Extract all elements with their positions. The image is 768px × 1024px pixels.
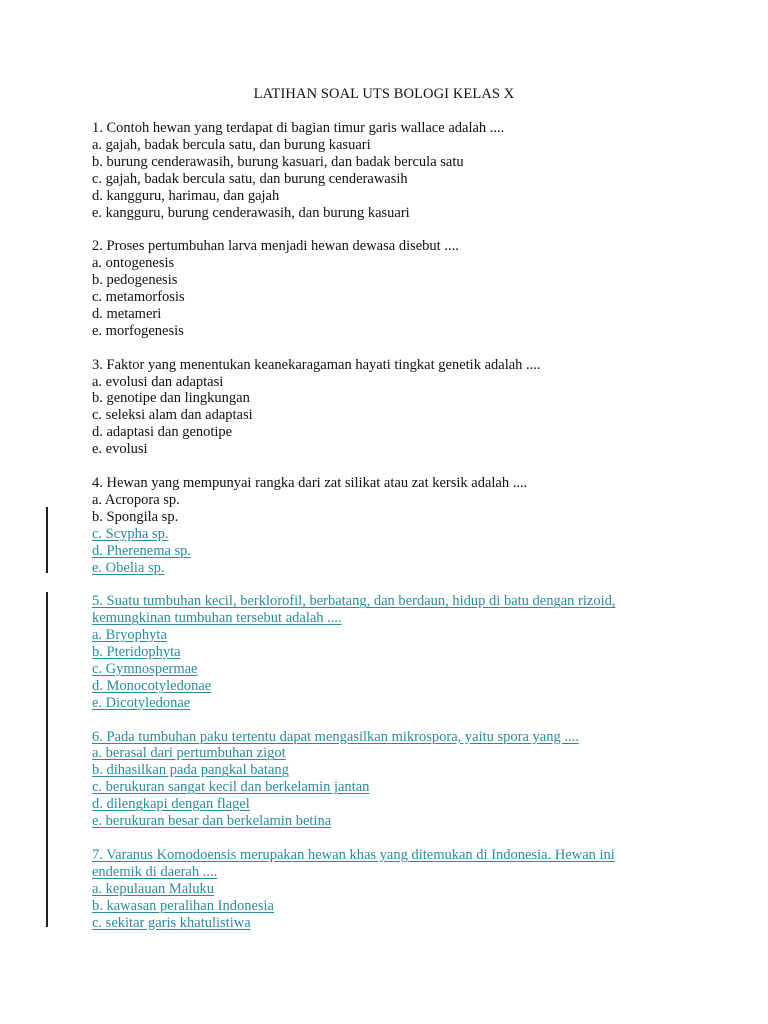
answer-option: e. morfogenesis [92,322,184,339]
question-text[interactable]: 5. Suatu tumbuhan kecil, berklorofil, berbatang, dan berdaun, hidup di batu dengan rizoid, [92,593,616,610]
answer-option[interactable]: b. kawasan peralihan Indonesia [92,897,274,914]
answer-option[interactable]: endemik di daerah .... [92,863,218,880]
revision-bar [46,592,48,927]
question-text[interactable]: 6. Pada tumbuhan paku tertentu dapat mengasilkan mikrospora, yaitu spora yang .... [92,728,579,745]
answer-option: e. evolusi [92,441,148,458]
revision-bar [46,507,48,573]
question-text[interactable]: 7. Varanus Komodoensis merupakan hewan khas yang ditemukan di Indonesia. Hewan ini [92,846,615,863]
answer-option: c. gajah, badak bercula satu, dan burung cenderawasih [92,170,408,187]
answer-option[interactable]: d. Pherenema sp. [92,542,192,559]
answer-option[interactable]: c. berukuran sangat kecil dan berkelamin jantan [92,779,370,796]
answer-option: b. Spongila sp. [92,508,179,525]
answer-option: b. genotipe dan lingkungan [92,390,250,407]
answer-option: b. burung cenderawasih, burung kasuari, dan badak bercula satu [92,153,464,170]
answer-option: d. kangguru, harimau, dan gajah [92,187,280,204]
answer-option[interactable]: e. berukuran besar dan berkelamin betina [92,813,332,830]
question-block [92,238,692,339]
answer-option[interactable]: d. Monocotyledonae [92,677,212,694]
question-block [92,729,692,830]
question-text: 1. Contoh hewan yang terdapat di bagian timur garis wallace adalah .... [92,120,505,136]
question-block [92,357,692,458]
question-text: 4. Hewan yang mempunyai rangka dari zat silikat atau zat kersik adalah .... [92,474,528,491]
answer-option: a. Acropora sp. [92,491,180,508]
answer-option[interactable]: a. Bryophyta [92,627,167,644]
answer-option: c. seleksi alam dan adaptasi [92,407,253,424]
answer-option: e. kangguru, burung cenderawasih, dan burung kasuari [92,204,410,221]
answer-option[interactable]: c. Scypha sp. [92,525,169,542]
answer-option: a. evolusi dan adaptasi [92,373,224,390]
question-text: 2. Proses pertumbuhan larva menjadi hewan dewasa disebut .... [92,238,459,255]
answer-option[interactable]: b. dihasilkan pada pangkal batang [92,762,289,779]
answer-option: d. adaptasi dan genotipe [92,424,233,441]
answer-option[interactable]: c. sekitar garis khatulistiwa [92,914,251,931]
answer-option[interactable]: a. kepulauan Maluku [92,880,215,897]
question-block [92,120,692,221]
answer-option[interactable]: e. Dicotyledonae [92,694,191,711]
answer-option[interactable]: kemungkinan tumbuhan tersebut adalah .... [92,610,342,627]
question-block [92,593,692,711]
answer-option[interactable]: a. berasal dari pertumbuhan zigot [92,745,286,762]
document-title: LATIHAN SOAL UTS BOLOGI KELAS X [253,86,515,102]
question-block [92,475,692,576]
answer-option[interactable]: e. Obelia sp. [92,559,165,576]
answer-option: d. metameri [92,305,162,322]
question-block [92,847,692,932]
answer-option: c. metamorfosis [92,289,185,306]
question-list [92,120,692,931]
answer-option: b. pedogenesis [92,272,178,289]
answer-option[interactable]: d. dilengkapi dengan flagel [92,796,250,813]
question-text: 3. Faktor yang menentukan keanekaragaman hayati tingkat genetik adalah .... [92,356,541,373]
answer-option: a. gajah, badak bercula satu, dan burung kasuari [92,136,371,153]
answer-option[interactable]: b. Pteridophyta [92,644,181,661]
answer-option[interactable]: c. Gymnospermae [92,660,198,677]
answer-option: a. ontogenesis [92,255,175,272]
